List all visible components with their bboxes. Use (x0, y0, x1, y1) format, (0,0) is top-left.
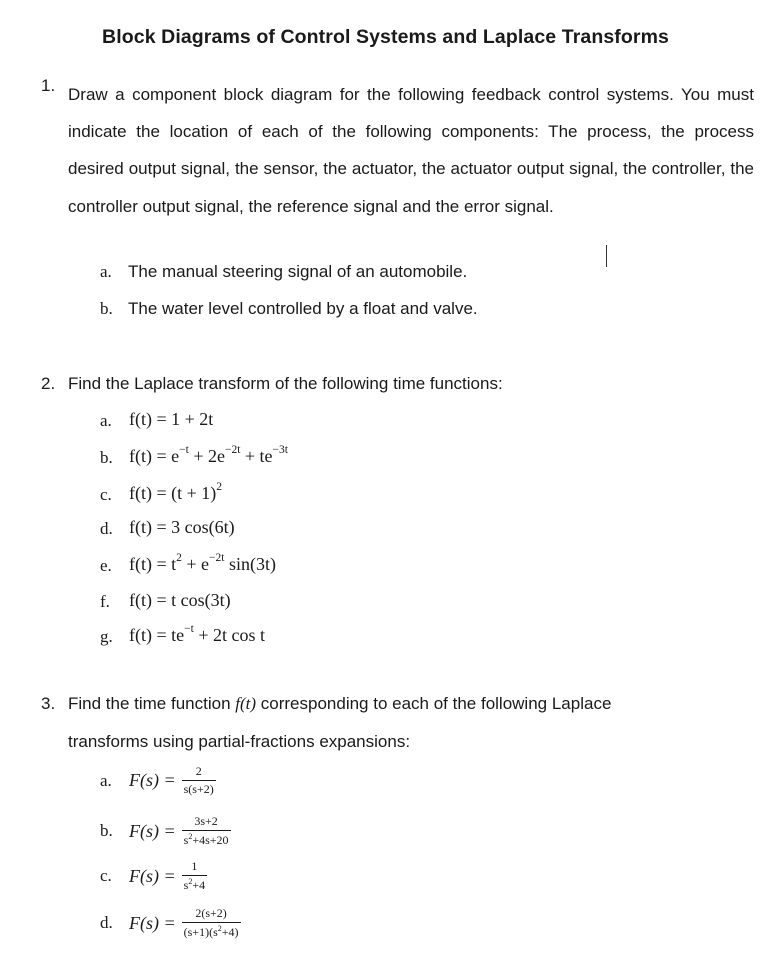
q2-item-c-expr: $f(t) = (t + 1)^2$ (129, 481, 223, 503)
question-2-number: 2. (41, 374, 56, 393)
q2-item-f-letter: f. (100, 592, 110, 611)
q2-item-e-letter: e. (100, 556, 112, 575)
q3-item-c: c. F(s) = $\frac{1}{s^2+4}$ (100, 859, 206, 892)
question-2-text: Find the Laplace transform of the following time functions: (68, 374, 503, 393)
q2-item-b-expr: $f(t) = e^{-t} + 2e^{-2t} + te^{-3t}$ (129, 444, 288, 466)
q2-item-a-expr: f(t) = 1 + 2t (129, 409, 214, 429)
question-1-text: Draw a component block diagram for the following feedback control systems. You must indicate the location of each of the following components: The process, the process desired output signal, the sensor, the actuator, the actuator output signal, the controller, the controller output signal, the reference signal and the error signal. (68, 85, 754, 216)
question-1-number: 1. (41, 76, 56, 95)
q1-item-b-text: The water level controlled by a float and valve. (128, 299, 478, 318)
q2-item-g-expr: $f(t) = te^{-t} + 2t$ cos t (129, 623, 265, 645)
q2-item-a-letter: a. (100, 411, 112, 430)
q2-item-g-letter: g. (100, 627, 113, 646)
question-3-number: 3. (41, 694, 56, 713)
q3-item-d: d. F(s) = $\frac{2(s+2)}{(s+1)(s^2+4)}$ (100, 906, 239, 939)
q2-item-e-expr: $f(t) = t^2 + e^{-2t}$ sin(3t) (129, 552, 276, 574)
q1-item-a-letter: a. (100, 262, 112, 281)
text-cursor (606, 245, 607, 267)
q2-item-b-letter: b. (100, 448, 113, 467)
page-title: Block Diagrams of Control Systems and Laplace Transforms (102, 26, 669, 48)
q2-item-d-letter: d. (100, 519, 113, 538)
q2-item-d-expr: f(t) = 3 cos(6t) (129, 517, 235, 537)
question-3-line-1: Find the time function f(t) corresponding to each of the following Laplace (68, 694, 612, 713)
q2-item-f-expr: f(t) = t cos(3t) (129, 590, 231, 610)
q1-item-b-letter: b. (100, 299, 113, 318)
q3-item-b: b. F(s) = $\frac{3s+2}{s^2+4s+20}$ (100, 814, 229, 847)
q3-item-a: a. F(s) = $\frac{2}{s(s+2)}$ (100, 764, 214, 796)
question-3-line-2: transforms using partial-fractions expansions: (68, 732, 411, 751)
q1-item-a-text: The manual steering signal of an automobile. (128, 262, 468, 281)
q2-item-c-letter: c. (100, 485, 112, 504)
